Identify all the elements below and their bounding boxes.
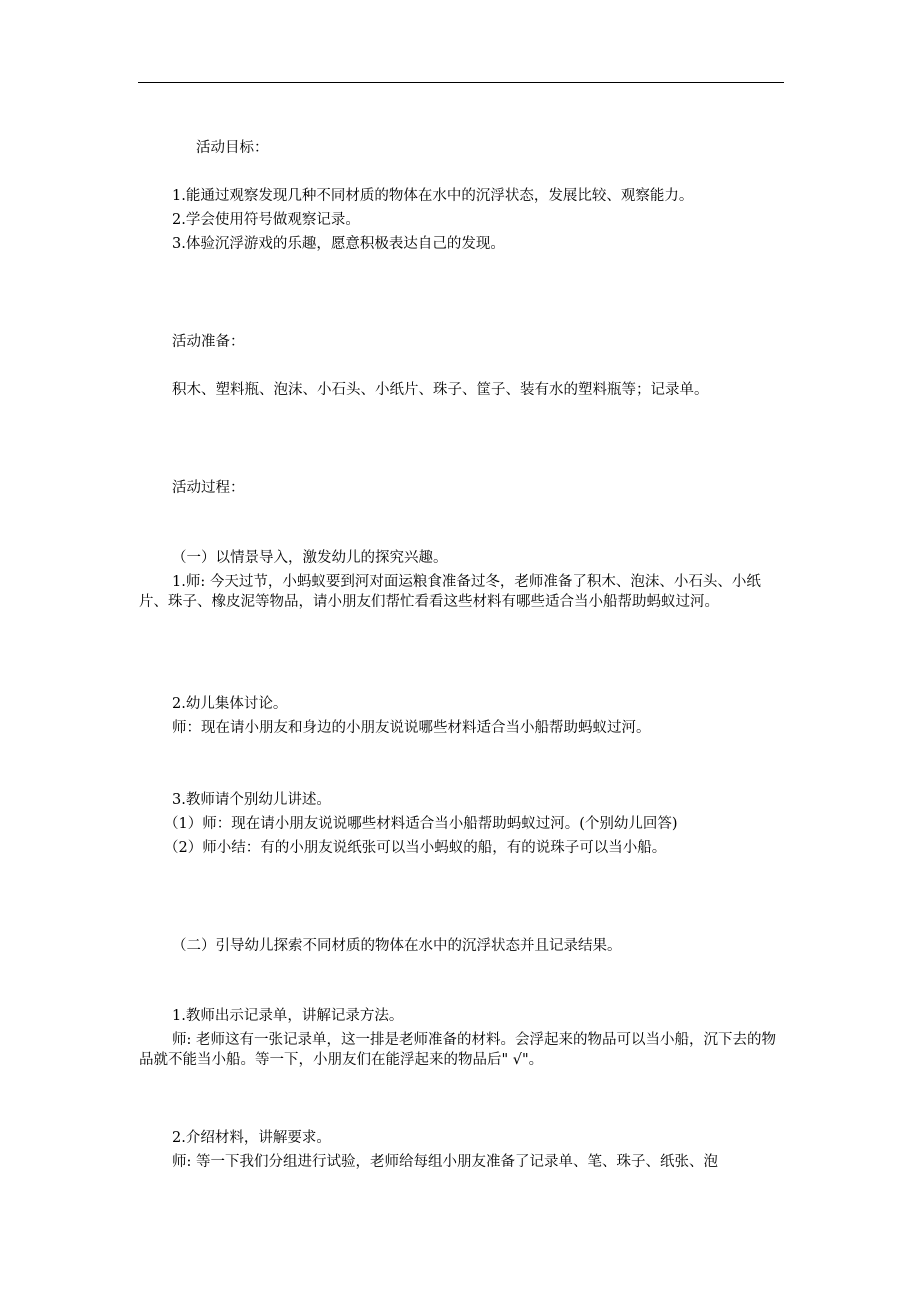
part2-title: （二）引导幼儿探索不同材质的物体在水中的沉浮状态并且记录结果。 bbox=[172, 938, 622, 954]
header-rule bbox=[138, 82, 784, 83]
prep-text: 积木、塑料瓶、泡沫、小石头、小纸片、珠子、筐子、装有水的塑料瓶等；记录单。 bbox=[172, 382, 709, 398]
part2-item2-paragraph: 师: 等一下我们分组进行试验，老师给每组小朋友准备了记录单、笔、珠子、纸张、泡 bbox=[172, 1154, 718, 1170]
part2-item1-title: 1.教师出示记录单，讲解记录方法。 bbox=[172, 1008, 404, 1024]
goal-heading: 活动目标： bbox=[196, 140, 269, 156]
goal-item-1: 1.能通过观察发现几种不同材质的物体在水中的沉浮状态，发展比较、观察能力。 bbox=[172, 188, 694, 204]
part2-item2-title: 2.介绍材料，讲解要求。 bbox=[172, 1130, 331, 1146]
part1-title: （一）以情景导入，激发幼儿的探究兴趣。 bbox=[172, 550, 448, 566]
part1-item2-text: 师：现在请小朋友和身边的小朋友说说哪些材料适合当小船帮助蚂蚁过河。 bbox=[172, 720, 651, 736]
part1-item3-title: 3.教师请个别幼儿讲述。 bbox=[172, 792, 331, 808]
goal-item-3: 3.体验沉浮游戏的乐趣，愿意积极表达自己的发现。 bbox=[172, 236, 505, 252]
process-heading: 活动过程： bbox=[172, 480, 245, 496]
part1-item1-paragraph: 1.师: 今天过节，小蚂蚁要到河对面运粮食准备过冬，老师准备了积木、泡沫、小石头、小纸片、珠子、橡皮泥等物品，请小朋友们帮忙看看这些材料有哪些适合当小船帮助蚂蚁过河。 bbox=[139, 574, 761, 610]
goal-item-2: 2.学会使用符号做观察记录。 bbox=[172, 212, 360, 228]
part1-item3-sub1: （1）师：现在请小朋友说说哪些材料适合当小船帮助蚂蚁过河。(个别幼儿回答) bbox=[164, 816, 678, 832]
part2-item1-paragraph: 师: 老师这有一张记录单，这一排是老师准备的材料。会浮起来的物品可以当小船，沉下去的物品就不能当小船。等一下，小朋友们在能浮起来的物品后" √"。 bbox=[139, 1032, 776, 1068]
part1-item2-title: 2.幼儿集体讨论。 bbox=[172, 696, 288, 712]
part1-item3-sub2: （2）师小结：有的小朋友说纸张可以当小蚂蚁的船，有的说珠子可以当小船。 bbox=[164, 840, 667, 856]
prep-heading: 活动准备： bbox=[172, 334, 245, 350]
